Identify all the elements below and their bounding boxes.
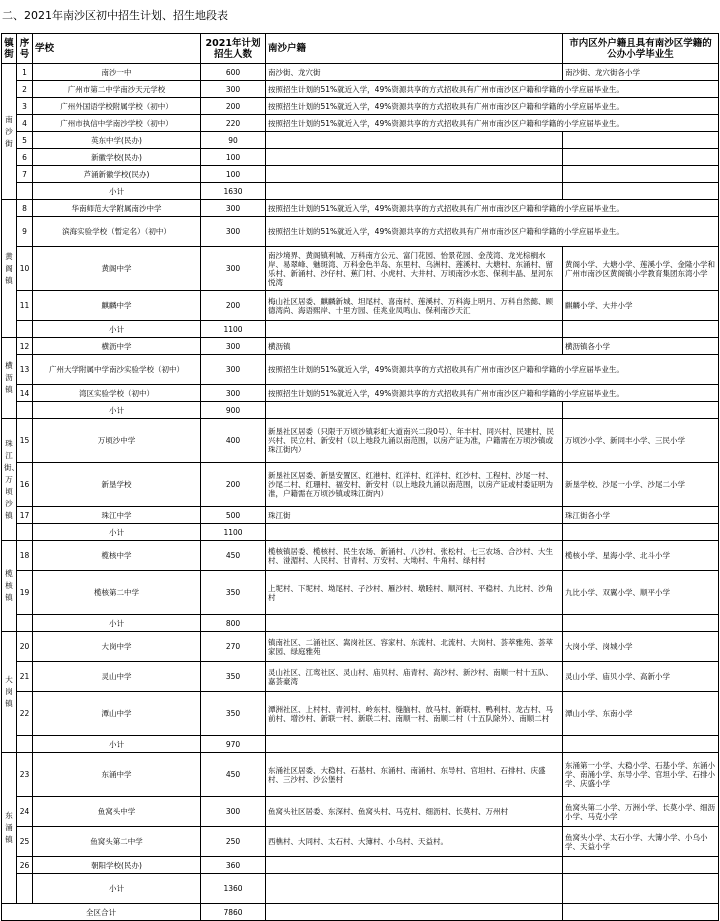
other-district: [563, 857, 719, 874]
planned-count: 360: [201, 857, 266, 874]
blank-cell: [563, 874, 719, 904]
district-policy: 按照招生计划的51%就近入学，49%资源共享的方式招收具有广州市南沙区户籍和学籍的小学应届毕业生。: [266, 115, 719, 132]
school-name: 广州大学附属中学南沙实验学校（初中）: [33, 355, 201, 385]
row-index: 1: [17, 64, 33, 81]
row-index: 13: [17, 355, 33, 385]
blank-cell: [563, 615, 719, 632]
table-row: [2, 149, 719, 166]
local-district: [266, 166, 563, 183]
subtotal-blank: [17, 615, 33, 632]
other-district: 珠江街各小学: [563, 507, 719, 524]
row-index: 8: [17, 200, 33, 217]
subtotal-blank: [17, 874, 33, 904]
table-row: [2, 338, 719, 355]
table-row: [2, 827, 719, 857]
table-row: [2, 571, 719, 615]
blank-cell: [266, 874, 563, 904]
row-index: 16: [17, 463, 33, 507]
header-row: [2, 34, 719, 64]
row-index: 12: [17, 338, 33, 355]
school-name: 大岗中学: [33, 632, 201, 662]
town-cell: 黄阁镇: [2, 200, 17, 338]
row-index: 25: [17, 827, 33, 857]
school-name: 榄核中学: [33, 541, 201, 571]
table-row: [2, 632, 719, 662]
subtotal-label: 小计: [33, 321, 201, 338]
header-other: 市内区外户籍且具有南沙区学籍的公办小学毕业生: [563, 34, 719, 64]
school-name: 横沥中学: [33, 338, 201, 355]
school-name: 万顷沙中学: [33, 419, 201, 463]
blank-cell: [563, 736, 719, 753]
town-cell: 南沙街: [2, 64, 17, 200]
blank-cell: [563, 904, 719, 921]
blank-cell: [266, 736, 563, 753]
planned-count: 300: [201, 385, 266, 402]
planned-count: 350: [201, 662, 266, 692]
other-district: 鱼窝头小学、太石小学、大簿小学、小乌小学、天益小学: [563, 827, 719, 857]
total-label: 全区合计: [2, 904, 201, 921]
planned-count: 220: [201, 115, 266, 132]
other-district: 南沙街、龙穴街各小学: [563, 64, 719, 81]
row-index: 11: [17, 291, 33, 321]
blank-cell: [266, 183, 563, 200]
planned-count: 100: [201, 149, 266, 166]
subtotal-count: 1100: [201, 524, 266, 541]
school-name: 广州外国语学校附属学校（初中）: [33, 98, 201, 115]
local-district: 南沙境界、黄阁镇利城、万科南方公元、富门花园、怡景花园、金茂湾、龙光棕榈水岸、易翠峰、魅斑湾、万科金色半岛、东里村、乌洲村、莲溪村、大塘村、东涌村、留乐村、新涌村、沙仔村、蕉门村、小虎村、大井村、万顷南沙水恋、保利丰晶、星河东悦湾: [266, 247, 563, 291]
other-district: 横沥镇各小学: [563, 338, 719, 355]
school-name: 榄核第二中学: [33, 571, 201, 615]
school-name: 珠江中学: [33, 507, 201, 524]
subtotal-label: 小计: [33, 874, 201, 904]
local-district: 西樵村、大同村、太石村、大簿村、小乌村、天益村。: [266, 827, 563, 857]
subtotal-row: [2, 615, 719, 632]
table-row: [2, 692, 719, 736]
row-index: 18: [17, 541, 33, 571]
subtotal-count: 800: [201, 615, 266, 632]
other-district: [563, 166, 719, 183]
subtotal-label: 小计: [33, 524, 201, 541]
blank-cell: [563, 321, 719, 338]
school-name: 东涌中学: [33, 753, 201, 797]
subtotal-label: 小计: [33, 736, 201, 753]
planned-count: 400: [201, 419, 266, 463]
town-cell: 榄核镇: [2, 541, 17, 632]
row-index: 5: [17, 132, 33, 149]
table-row: [2, 857, 719, 874]
table-row: [2, 797, 719, 827]
planned-count: 350: [201, 571, 266, 615]
planned-count: 300: [201, 81, 266, 98]
header-index: 序号: [17, 34, 33, 64]
planned-count: 450: [201, 753, 266, 797]
planned-count: 300: [201, 217, 266, 247]
table-row: [2, 64, 719, 81]
local-district: [266, 149, 563, 166]
planned-count: 300: [201, 355, 266, 385]
subtotal-blank: [17, 321, 33, 338]
table-row: [2, 463, 719, 507]
subtotal-count: 1630: [201, 183, 266, 200]
district-policy: 按照招生计划的51%就近入学，49%资源共享的方式招收具有广州市南沙区户籍和学籍的小学应届毕业生。: [266, 355, 719, 385]
table-row: [2, 753, 719, 797]
town-cell: 东涌镇: [2, 753, 17, 904]
blank-cell: [266, 524, 563, 541]
planned-count: 300: [201, 247, 266, 291]
planned-count: 200: [201, 463, 266, 507]
other-district: 万顷沙小学、新同丰小学、三民小学: [563, 419, 719, 463]
school-name: 鱼窝头中学: [33, 797, 201, 827]
planned-count: 100: [201, 166, 266, 183]
school-name: 广州市执信中学南沙学校（初中）: [33, 115, 201, 132]
table-row: [2, 132, 719, 149]
local-district: 横沥镇: [266, 338, 563, 355]
total-row: [2, 904, 719, 921]
local-district: 鱼窝头社区居委、东深村、鱼窝头村、马克村、细沥村、长莫村、万州村: [266, 797, 563, 827]
town-cell: 大岗镇: [2, 632, 17, 753]
school-name: 麒麟中学: [33, 291, 201, 321]
planned-count: 250: [201, 827, 266, 857]
table-row: [2, 291, 719, 321]
district-policy: 按照招生计划的51%就近入学，49%资源共享的方式招收具有广州市南沙区户籍和学籍的小学应届毕业生。: [266, 217, 719, 247]
row-index: 2: [17, 81, 33, 98]
header-local: 南沙户籍: [266, 34, 563, 64]
planned-count: 600: [201, 64, 266, 81]
row-index: 9: [17, 217, 33, 247]
other-district: 鱼窝头第二小学、万洲小学、长莫小学、细沥小学、马克小学: [563, 797, 719, 827]
row-index: 22: [17, 692, 33, 736]
planned-count: 450: [201, 541, 266, 571]
other-district: 榄核小学、星海小学、北斗小学: [563, 541, 719, 571]
local-district: [266, 132, 563, 149]
planned-count: 200: [201, 98, 266, 115]
school-name: 鱼窝头第二中学: [33, 827, 201, 857]
header-count: 2021年计划招生人数: [201, 34, 266, 64]
subtotal-count: 970: [201, 736, 266, 753]
table-row: [2, 355, 719, 385]
other-district: [563, 132, 719, 149]
other-district: 潭山小学、东南小学: [563, 692, 719, 736]
row-index: 20: [17, 632, 33, 662]
other-district: 麒麟小学、大井小学: [563, 291, 719, 321]
subtotal-row: [2, 736, 719, 753]
subtotal-count: 1360: [201, 874, 266, 904]
row-index: 24: [17, 797, 33, 827]
row-index: 10: [17, 247, 33, 291]
subtotal-row: [2, 183, 719, 200]
district-policy: 按照招生计划的51%就近入学，49%资源共享的方式招收具有广州市南沙区户籍和学籍的小学应届毕业生。: [266, 98, 719, 115]
subtotal-row: [2, 321, 719, 338]
local-district: 梅山社区居委、麒麟新城、坦尾村、喜南村、莲溪村、万科海上明月、万科自然懿、顾德湾尚、海语熙岸、十里方园、佳兆业凤鸣山、保利南沙天汇: [266, 291, 563, 321]
local-district: 南沙街、龙穴街: [266, 64, 563, 81]
planned-count: 300: [201, 797, 266, 827]
table-row: [2, 662, 719, 692]
enrollment-table: [1, 33, 719, 921]
table-row: [2, 217, 719, 247]
other-district: [563, 149, 719, 166]
table-row: [2, 541, 719, 571]
subtotal-blank: [17, 524, 33, 541]
school-name: 芦涌新徽学校(民办): [33, 166, 201, 183]
row-index: 4: [17, 115, 33, 132]
school-name: 新垦学校: [33, 463, 201, 507]
blank-cell: [266, 402, 563, 419]
blank-cell: [563, 402, 719, 419]
planned-count: 90: [201, 132, 266, 149]
local-district: 灵山社区、江鸾社区、灵山村、庙贝村、庙青村、高沙村、新沙村、南顺一村十五队、嘉荟豪湾: [266, 662, 563, 692]
row-index: 21: [17, 662, 33, 692]
row-index: 15: [17, 419, 33, 463]
table-row: [2, 419, 719, 463]
district-policy: 按照招生计划的51%就近入学，49%资源共享的方式招收具有广州市南沙区户籍和学籍的小学应届毕业生。: [266, 81, 719, 98]
row-index: 3: [17, 98, 33, 115]
row-index: 23: [17, 753, 33, 797]
other-district: 黄阁小学、大塘小学、莲溪小学、金隆小学和广州市南沙区黄阁镇小学教育集团东湾小学: [563, 247, 719, 291]
town-cell: 横沥镇: [2, 338, 17, 419]
blank-cell: [266, 904, 563, 921]
row-index: 19: [17, 571, 33, 615]
local-district: 镇南社区、二涌社区、嵩岗社区、容家村、东流村、北流村、大岗村、荟萃雅苑、荟萃家园、绿庭雅苑: [266, 632, 563, 662]
local-district: [266, 857, 563, 874]
subtotal-row: [2, 524, 719, 541]
row-index: 26: [17, 857, 33, 874]
local-district: 榄核镇居委、榄核村、民生农场、新涌村、八沙村、张松村、七三农场、合沙村、大生村、湴湄村、人民村、甘青村、万安村、大坳村、牛角村、绿村村: [266, 541, 563, 571]
other-district: 九比小学、双翼小学、顺平小学: [563, 571, 719, 615]
table-row: [2, 115, 719, 132]
other-district: 大岗小学、岗城小学: [563, 632, 719, 662]
local-district: 潭洲社区、上村村、青河村、岭东村、缝脑村、放马村、新联村、鸭利村、龙古村、马前村、增沙村、新联一村、新联二村、南顺一村、南顺二村（十五队除外）、南顺二村: [266, 692, 563, 736]
planned-count: 300: [201, 338, 266, 355]
school-name: 灵山中学: [33, 662, 201, 692]
row-index: 7: [17, 166, 33, 183]
subtotal-blank: [17, 402, 33, 419]
table-row: [2, 385, 719, 402]
table-row: [2, 81, 719, 98]
header-town: 镇街: [2, 34, 17, 64]
school-name: 滨海实验学校（暂定名）（初中）: [33, 217, 201, 247]
school-name: 新徽学校(民办): [33, 149, 201, 166]
page-title: 二、2021年南沙区初中招生计划、招生地段表: [2, 9, 228, 22]
subtotal-label: 小计: [33, 183, 201, 200]
blank-cell: [563, 524, 719, 541]
subtotal-blank: [17, 736, 33, 753]
table-row: [2, 200, 719, 217]
table-row: [2, 166, 719, 183]
subtotal-count: 900: [201, 402, 266, 419]
planned-count: 500: [201, 507, 266, 524]
local-district: 新垦社区居委、新垦安置区、红港村、红洋村、红洋村、红沙村、工程村、沙尾一村、沙尾二村、红珊村、福安村、新安村（以上地段九涌以南范围，以房产证或村委证明为准，户籍需在万顷沙镇或珠江街内）: [266, 463, 563, 507]
row-index: 17: [17, 507, 33, 524]
planned-count: 270: [201, 632, 266, 662]
blank-cell: [266, 615, 563, 632]
table-row: [2, 507, 719, 524]
school-name: 黄阁中学: [33, 247, 201, 291]
subtotal-row: [2, 402, 719, 419]
local-district: 上坭村、下坭村、坳尾村、子沙村、雁沙村、墩睦村、顺河村、平稳村、九比村、沙角村: [266, 571, 563, 615]
district-policy: 按照招生计划的51%就近入学，49%资源共享的方式招收具有广州市南沙区户籍和学籍的小学应届毕业生。: [266, 200, 719, 217]
school-name: 潭山中学: [33, 692, 201, 736]
other-district: 灵山小学、庙贝小学、高新小学: [563, 662, 719, 692]
blank-cell: [266, 321, 563, 338]
planned-count: 300: [201, 200, 266, 217]
blank-cell: [563, 183, 719, 200]
local-district: 东涌社区居委、大稳村、石基村、东涌村、南涌村、东导村、官坦村、石排村、庆盛村、三沙村、沙公堡村: [266, 753, 563, 797]
school-name: 朝阳学校(民办): [33, 857, 201, 874]
subtotal-count: 1100: [201, 321, 266, 338]
town-cell: 珠江街、万顷沙镇: [2, 419, 17, 541]
table-row: [2, 98, 719, 115]
subtotal-label: 小计: [33, 402, 201, 419]
school-name: 广州市第二中学南沙天元学校: [33, 81, 201, 98]
local-district: 新垦社区居委（只限于万顷沙镇彩虹大道南兴二段0号）、年丰村、同兴村、民建村、民兴村、民立村、新安村（以上地段九涌以南范围，以房产证为准，户籍需在万顷沙镇或珠江街内）: [266, 419, 563, 463]
other-district: 新垦学校、沙尾一小学、沙尾二小学: [563, 463, 719, 507]
subtotal-label: 小计: [33, 615, 201, 632]
planned-count: 200: [201, 291, 266, 321]
planned-count: 350: [201, 692, 266, 736]
total-count: 7860: [201, 904, 266, 921]
school-name: 南沙一中: [33, 64, 201, 81]
other-district: 东涌第一小学、大稳小学、石基小学、东涌小学、南涌小学、东导小学、官坦小学、石排小学、庆盛小学: [563, 753, 719, 797]
header-school: 学校: [33, 34, 201, 64]
row-index: 14: [17, 385, 33, 402]
school-name: 华南师范大学附属南沙中学: [33, 200, 201, 217]
school-name: 英东中学(民办): [33, 132, 201, 149]
district-policy: 按照招生计划的51%就近入学，49%资源共享的方式招收具有广州市南沙区户籍和学籍的小学应届毕业生。: [266, 385, 719, 402]
row-index: 6: [17, 149, 33, 166]
subtotal-blank: [17, 183, 33, 200]
school-name: 湾区实验学校（初中）: [33, 385, 201, 402]
local-district: 珠江街: [266, 507, 563, 524]
table-row: [2, 247, 719, 291]
subtotal-row: [2, 874, 719, 904]
